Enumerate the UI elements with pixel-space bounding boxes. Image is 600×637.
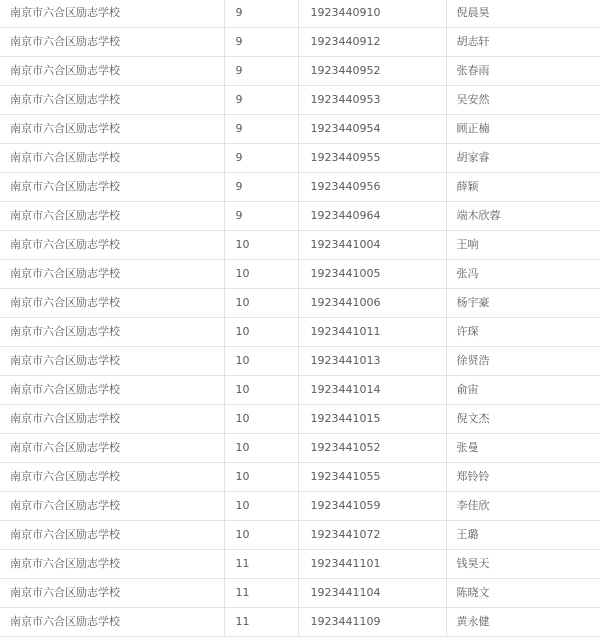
school-cell: 南京市六合区励志学校 — [0, 28, 224, 57]
grade-cell: 9 — [224, 202, 298, 231]
exam-id-cell: 1923440956 — [298, 173, 446, 202]
grade-cell: 10 — [224, 347, 298, 376]
student-name-cell: 徐贤浩 — [446, 347, 600, 376]
table-row — [0, 463, 600, 492]
school-cell: 南京市六合区励志学校 — [0, 521, 224, 550]
table-row — [0, 231, 600, 260]
student-name-cell: 许琛 — [446, 318, 600, 347]
grade-cell: 9 — [224, 28, 298, 57]
student-name-cell: 胡志轩 — [446, 28, 600, 57]
exam-id-cell: 1923440955 — [298, 144, 446, 173]
exam-id-cell: 1923441052 — [298, 434, 446, 463]
grade-cell: 10 — [224, 260, 298, 289]
grade-cell: 10 — [224, 289, 298, 318]
school-cell: 南京市六合区励志学校 — [0, 318, 224, 347]
student-name-cell: 李佳欣 — [446, 492, 600, 521]
grade-cell: 9 — [224, 0, 298, 28]
school-cell: 南京市六合区励志学校 — [0, 86, 224, 115]
school-cell: 南京市六合区励志学校 — [0, 492, 224, 521]
student-name-cell: 端木欣蓉 — [446, 202, 600, 231]
exam-id-cell: 1923441013 — [298, 347, 446, 376]
school-cell: 南京市六合区励志学校 — [0, 289, 224, 318]
grade-cell: 10 — [224, 434, 298, 463]
school-cell: 南京市六合区励志学校 — [0, 57, 224, 86]
student-name-cell: 王响 — [446, 231, 600, 260]
student-name-cell: 张冯 — [446, 260, 600, 289]
grade-cell: 10 — [224, 405, 298, 434]
table-row — [0, 405, 600, 434]
exam-id-cell: 1923441055 — [298, 463, 446, 492]
table-row — [0, 376, 600, 405]
school-cell: 南京市六合区励志学校 — [0, 434, 224, 463]
exam-id-cell: 1923441109 — [298, 608, 446, 637]
exam-id-cell: 1923440953 — [298, 86, 446, 115]
school-cell: 南京市六合区励志学校 — [0, 260, 224, 289]
grade-cell: 10 — [224, 463, 298, 492]
table-row — [0, 521, 600, 550]
grade-cell: 10 — [224, 492, 298, 521]
table-row — [0, 28, 600, 57]
table-row — [0, 260, 600, 289]
table-row — [0, 144, 600, 173]
student-name-cell: 胡家睿 — [446, 144, 600, 173]
table-row — [0, 202, 600, 231]
table-row — [0, 173, 600, 202]
school-cell: 南京市六合区励志学校 — [0, 405, 224, 434]
grade-cell: 10 — [224, 318, 298, 347]
school-cell: 南京市六合区励志学校 — [0, 376, 224, 405]
exam-id-cell: 1923441005 — [298, 260, 446, 289]
table-row — [0, 57, 600, 86]
student-name-cell: 张春雨 — [446, 57, 600, 86]
exam-id-cell: 1923441004 — [298, 231, 446, 260]
grade-cell: 11 — [224, 550, 298, 579]
table-row — [0, 492, 600, 521]
exam-id-cell: 1923441104 — [298, 579, 446, 608]
grade-cell: 11 — [224, 608, 298, 637]
student-name-cell: 倪文杰 — [446, 405, 600, 434]
table-row — [0, 550, 600, 579]
student-name-cell: 钱昊天 — [446, 550, 600, 579]
grade-cell: 9 — [224, 86, 298, 115]
student-name-cell: 俞宙 — [446, 376, 600, 405]
exam-id-cell: 1923441006 — [298, 289, 446, 318]
grade-cell: 9 — [224, 115, 298, 144]
school-cell: 南京市六合区励志学校 — [0, 115, 224, 144]
exam-id-cell: 1923441059 — [298, 492, 446, 521]
table-row — [0, 115, 600, 144]
school-cell: 南京市六合区励志学校 — [0, 144, 224, 173]
table-row — [0, 318, 600, 347]
table-row — [0, 289, 600, 318]
grade-cell: 10 — [224, 521, 298, 550]
student-name-cell: 薛颖 — [446, 173, 600, 202]
exam-id-cell: 1923440964 — [298, 202, 446, 231]
grade-cell: 9 — [224, 57, 298, 86]
grade-cell: 9 — [224, 173, 298, 202]
student-name-cell: 黄永健 — [446, 608, 600, 637]
student-name-cell: 倪晨昊 — [446, 0, 600, 28]
exam-id-cell: 1923441101 — [298, 550, 446, 579]
school-cell: 南京市六合区励志学校 — [0, 173, 224, 202]
student-name-cell: 王璐 — [446, 521, 600, 550]
table-row — [0, 347, 600, 376]
grade-cell: 10 — [224, 231, 298, 260]
exam-id-cell: 1923440910 — [298, 0, 446, 28]
exam-id-cell: 1923441015 — [298, 405, 446, 434]
school-cell: 南京市六合区励志学校 — [0, 231, 224, 260]
school-cell: 南京市六合区励志学校 — [0, 202, 224, 231]
grade-cell: 10 — [224, 376, 298, 405]
student-name-cell: 顾正楠 — [446, 115, 600, 144]
exam-id-cell: 1923441011 — [298, 318, 446, 347]
exam-id-cell: 1923440952 — [298, 57, 446, 86]
exam-id-cell: 1923441072 — [298, 521, 446, 550]
table-row — [0, 434, 600, 463]
grade-cell: 9 — [224, 144, 298, 173]
exam-id-cell: 1923440954 — [298, 115, 446, 144]
school-cell: 南京市六合区励志学校 — [0, 550, 224, 579]
student-name-cell: 张曼 — [446, 434, 600, 463]
school-cell: 南京市六合区励志学校 — [0, 0, 224, 28]
school-cell: 南京市六合区励志学校 — [0, 463, 224, 492]
student-name-cell: 杨宇豪 — [446, 289, 600, 318]
grade-cell: 11 — [224, 579, 298, 608]
school-cell: 南京市六合区励志学校 — [0, 579, 224, 608]
table-row — [0, 608, 600, 637]
school-cell: 南京市六合区励志学校 — [0, 347, 224, 376]
student-name-cell: 郑铃铃 — [446, 463, 600, 492]
exam-id-cell: 1923440912 — [298, 28, 446, 57]
table-row — [0, 86, 600, 115]
school-cell: 南京市六合区励志学校 — [0, 608, 224, 637]
table-row — [0, 0, 600, 28]
student-name-cell: 吴安然 — [446, 86, 600, 115]
table-row — [0, 579, 600, 608]
exam-id-cell: 1923441014 — [298, 376, 446, 405]
student-name-cell: 陈晓文 — [446, 579, 600, 608]
